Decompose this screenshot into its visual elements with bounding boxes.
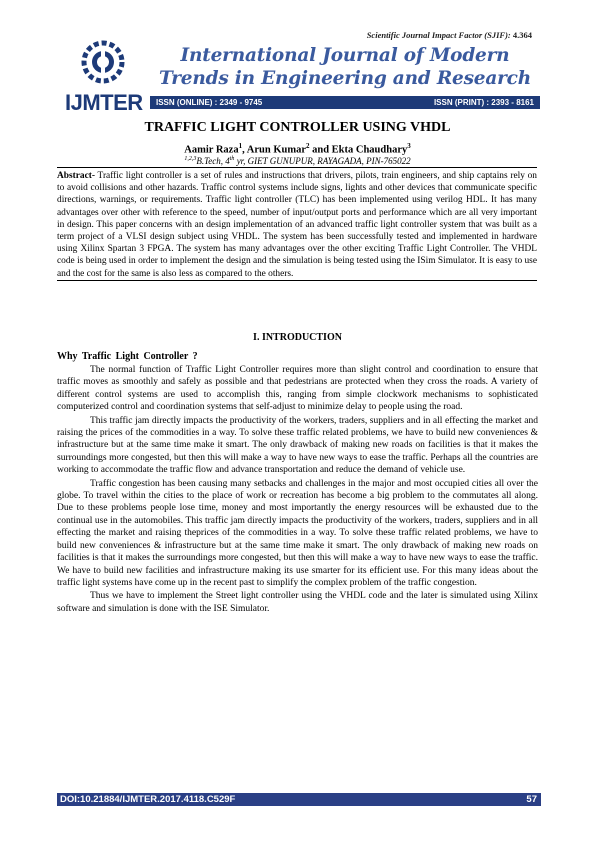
author-name: Ekta Chaudhary [331, 144, 408, 156]
affiliation-sup: 1,2,3 [184, 156, 197, 162]
abstract-label: Abstract- [57, 171, 96, 181]
abstract-text: Traffic light controller is a set of rules and instructions that drivers, pilots, train engineers, and ship captains rely on to avoid collisions and other hazards. Traffic control systems include signs, lights and other devices that communicate specific directions, warnings, or requirements. Traffic light controller (TLC) has been implemented using verilog HDL. It has many advantages over other with reference to the speed, number of input/output ports and performance which are all very important in design. This paper concerns with an design implementation of an advanced traffic light controller system that was built as a term project of a VLSI design subject using VHDL. The system has been successfully tested and implemented in hardware using Xilinx Spartan 3 FPGA. The system has many advantages over the other exciting Traffic Light Controller. The VHDL code is being used in order to implement the design and the simulation is being tested using the ISim Simulator. It is easy to use and the cost for the same is also less as compared to the others. [57, 171, 537, 279]
page-number: 57 [526, 794, 537, 805]
paper-title: TRAFFIC LIGHT CONTROLLER USING VHDL [144, 120, 451, 135]
section-heading: I. INTRODUCTION [253, 332, 342, 343]
issn-print: ISSN (PRINT) : 2393 - 8161 [430, 96, 538, 109]
body-paragraph: The normal function of Traffic Light Controller requires more than slight control and coordination to ensure that traffic moves as smoothly and safely as possible and that pedestrians are protected when they cross the roads. A variety of different control systems are used to accomplish this, ranging from simple clockwork mechanisms to sophisticated computerized control and coordination systems that self-adjust to minimize delay to people using the road. [57, 365, 538, 413]
page-footer [57, 793, 541, 806]
author-sup: 1 [238, 142, 243, 150]
journal-name: International Journal of Modern Trends in Engineering and Research [159, 45, 531, 89]
author-name: Aamir Raza [184, 144, 239, 156]
body-paragraph: This traffic jam directly impacts the productivity of the workers, traders, suppliers and in all effecting the market and raising the prices of the commodities in a way. To solve these traffic related problems, we have to build new conveniences & infrastructure but at the same time make it smart. The only drawback of making new roads on facilities is that it makes the surroundings more congested, but then this will make a way to have new ways to ease the traffic. Perhaps all the countries are working to accommodate the traffic flow and advance transportation and reduce the demand of vehicle use. [57, 415, 538, 476]
author-sup: 3 [407, 142, 411, 150]
issn-bar [150, 96, 540, 109]
abstract [57, 167, 537, 281]
logo-wordmark: IJMTER [65, 90, 143, 115]
subsection-heading: Why Traffic Light Controller ? [57, 351, 198, 362]
issn-online: ISSN (ONLINE) : 2349 - 9745 [152, 96, 266, 109]
sjif-label: Scientific Journal Impact Factor (SJIF): [366, 30, 511, 40]
author-sup: 2 [305, 142, 310, 150]
affiliation-text-pre: B.Tech, 4 [196, 156, 230, 166]
introduction-body [57, 364, 538, 616]
doi-link[interactable]: DOI:10.21884/IJMTER.2017.4118.C529F [60, 794, 236, 805]
author-list: Aamir Raza$^1$, Arun Kumar$^2$ and Ekta Chaudhary$^3$ [184, 142, 411, 156]
affiliation-text-post: yr, GIET GUNUPUR, RAYAGADA, PIN-765022 [234, 156, 411, 166]
author-affiliation [0, 156, 595, 166]
author-name: Arun Kumar [246, 144, 306, 156]
affiliation-ordinal: th [229, 156, 235, 162]
sjif-impact-factor [367, 30, 532, 40]
sjif-value: 4.364 [512, 30, 532, 40]
body-paragraph: Thus we have to implement the Street light controller using the VHDL code and the later is simulated using Xilinx software and simulation is done with the ISE Simulator. [57, 591, 538, 614]
body-paragraph: Traffic congestion has been causing many setbacks and challenges in the major and most occupied cities all over the globe. To travel within the cities to the place of work or recreation has become a big problem to the commutates all along. Due to these problems people lose time, money and most importantly the energy resources will be exhausted due to the continual use in the automobiles. This traffic jam directly impacts the productivity of the workers, traders, suppliers and in all effecting the market and raising theprices of the commodities in a way. To solve these traffic related problems, we have to build new conveniences & infrastructure but at the same time make it smart. The only drawback of making new roads on facilities is that it makes the surroundings more congested, but then this will make a way to have new ways to ease the traffic. We have to build new facilities and infrastructure making its use smarter for its efficient use. For this many ideas about the traffic light systems have come up in the recent past to simplify the complex problem of the traffic congestion. [57, 478, 538, 588]
